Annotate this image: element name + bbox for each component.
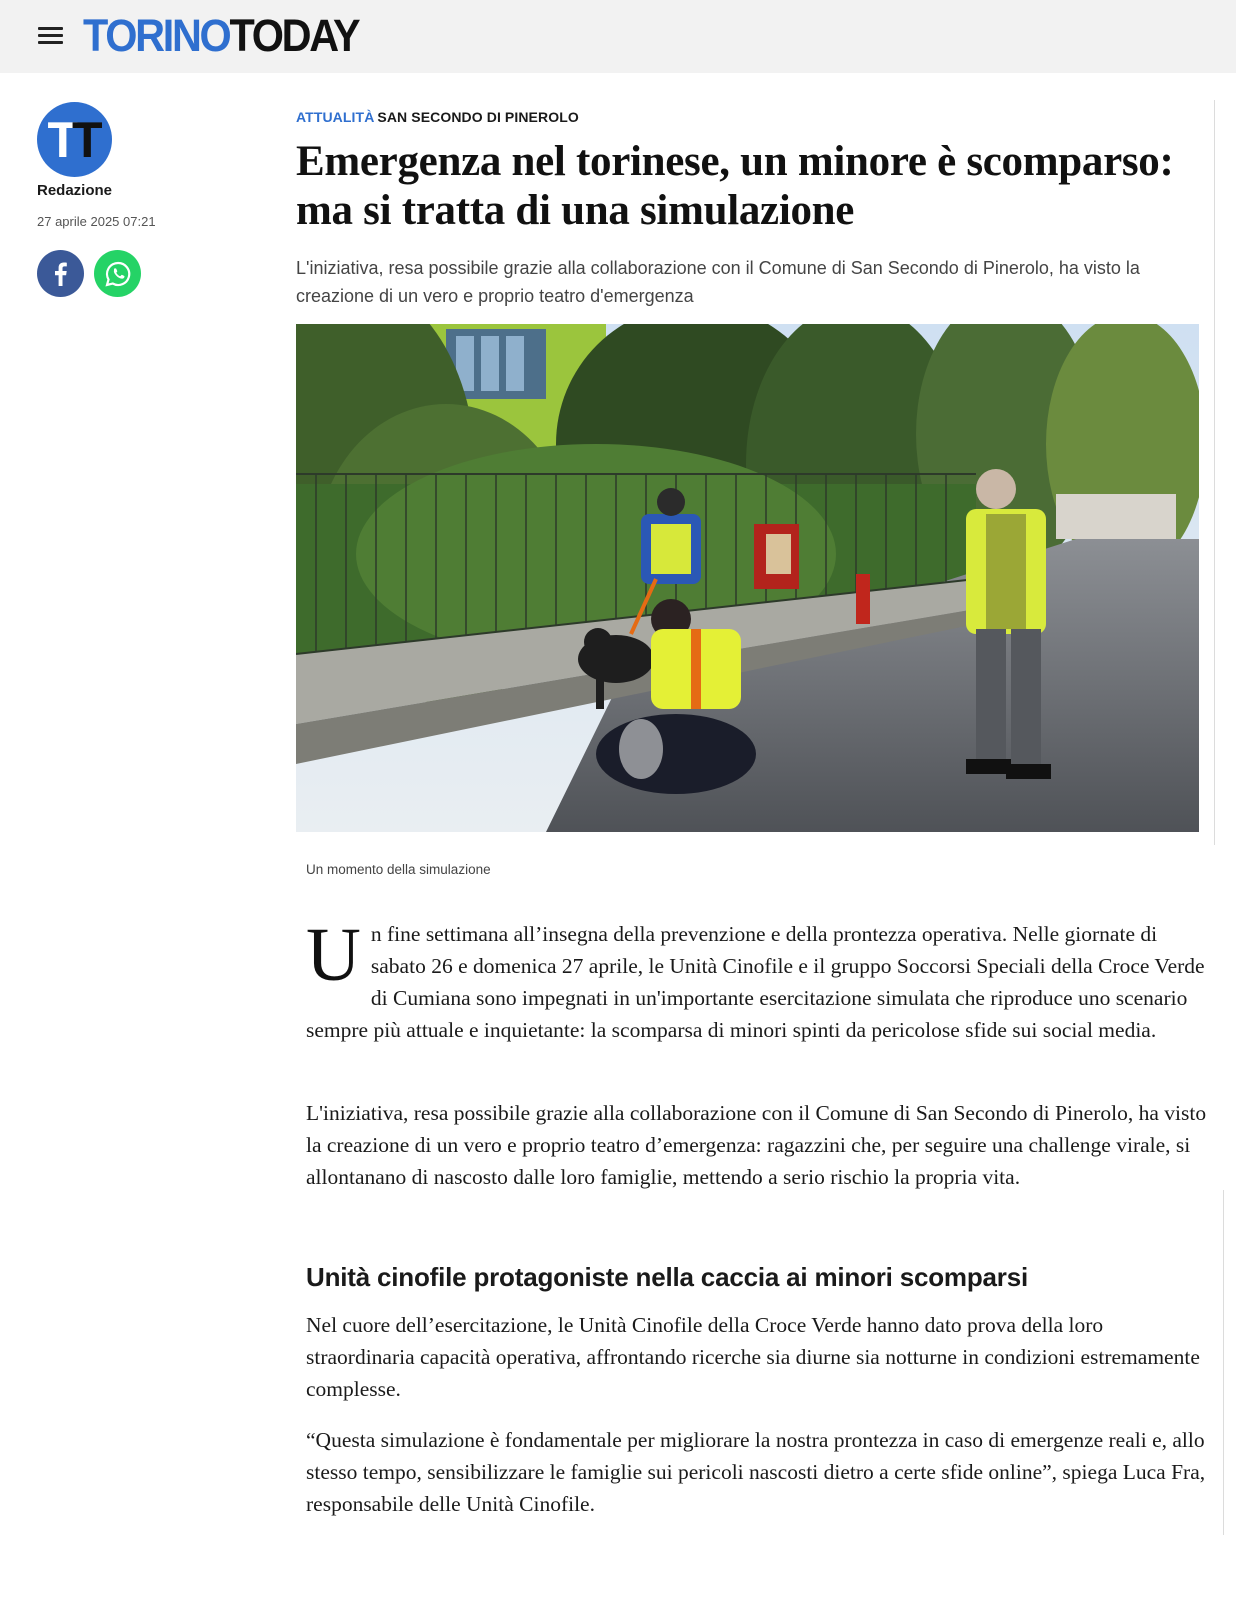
section-heading: Unità cinofile protagoniste nella caccia ai minori scomparsi (306, 1262, 1028, 1292)
facebook-icon (50, 262, 72, 286)
column-divider (1214, 100, 1215, 845)
article-paragraph: Nel cuore dell’esercitazione, le Unità Cinofile della Croce Verde hanno dato prova della loro straordinaria capacità operativa, affrontando ricerche sia diurne sia notturne in condizioni estremamente complesse. (306, 1313, 1200, 1401)
article-image[interactable] (296, 324, 1199, 832)
category-link[interactable]: ATTUALITÀ (296, 109, 375, 125)
facebook-share-button[interactable] (37, 250, 84, 297)
article-paragraph: “Questa simulazione è fondamentale per migliorare la nostra prontezza in caso di emergenze reali e, allo stesso tempo, sensibilizzare le famiglie sui pericoli nascosti dietro a certe sfide online”, spiega Luca Fra, responsabile delle Unità Cinofile. (306, 1428, 1206, 1516)
author-avatar[interactable]: T T (37, 102, 112, 177)
article-title: Emergenza nel torinese, un minore è scomparso: ma si tratta di una simulazione (296, 138, 1174, 234)
logo-today: TODAY (229, 10, 359, 61)
logo-torino: TORINO (83, 10, 230, 61)
drop-cap: U (306, 913, 361, 997)
location-link[interactable]: SAN SECONDO DI PINEROLO (377, 109, 579, 125)
simulation-photo (296, 324, 1199, 832)
whatsapp-share-button[interactable] (94, 250, 141, 297)
article-paragraph: L'iniziativa, resa possibile grazie alla collaborazione con il Comune di San Secondo di Pinerolo, ha visto la creazione di un vero e proprio teatro d’emergenza: ragazzini che, per seguire una challenge virale, si allontanano di nascosto dalle loro famiglie, mettendo a serio rischio la propria vita. (306, 1101, 1207, 1189)
article-kicker (296, 109, 579, 125)
hamburger-menu-icon[interactable] (38, 26, 63, 46)
author-name[interactable]: Redazione (37, 182, 113, 199)
whatsapp-icon (104, 260, 132, 288)
paragraph-text: n fine settimana all’insegna della prevenzione e della prontezza operativa. Nelle giornate di sabato 26 e domenica 27 aprile, le Unità Cinofile e il gruppo Soccorsi Speciali della Croce Verde di Cumiana sono impegnati in un'importante esercitazione simulata che riproduce uno scenario sempre più attuale e inquietante: la scomparsa di minori spinti da pericolose sfide sui social media. (306, 922, 1205, 1042)
article-subtitle: L'iniziativa, resa possibile grazie alla collaborazione con il Comune di San Secondo di Pinerolo, ha visto la creazione di un vero e proprio teatro d'emergenza (296, 258, 1140, 306)
publish-date: 27 aprile 2025 07:21 (37, 214, 156, 229)
site-logo[interactable] (83, 12, 358, 60)
column-divider (1223, 1190, 1224, 1535)
article-paragraph (306, 913, 1211, 1046)
image-caption: Un momento della simulazione (306, 862, 491, 877)
site-header (0, 0, 1236, 73)
